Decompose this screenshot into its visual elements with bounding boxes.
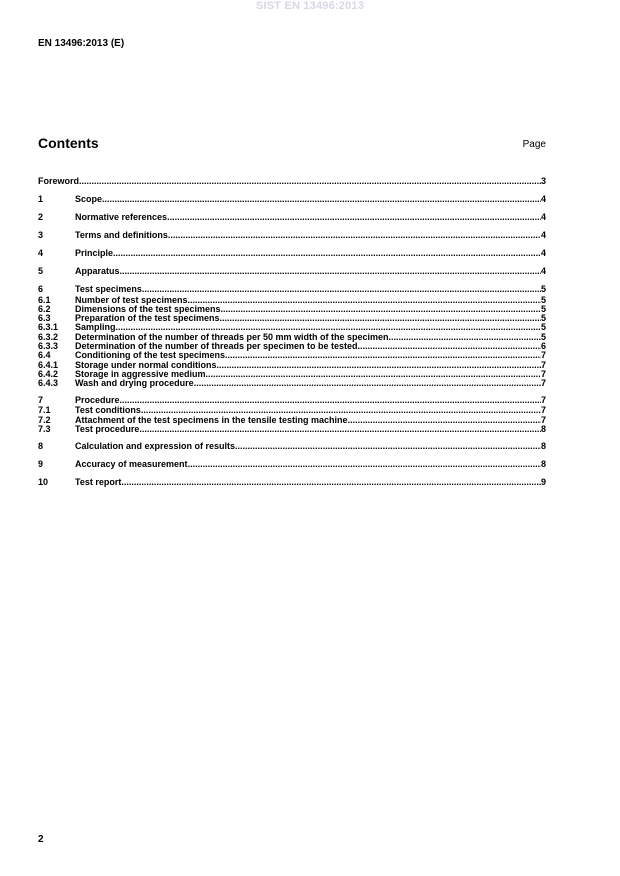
toc-entry[interactable]: [38, 247, 546, 260]
toc-entry-title: Number of test specimens: [75, 294, 188, 305]
toc-entry-title: Test conditions: [75, 405, 141, 416]
toc-entry-title: Attachment of the test specimens in the tensile testing machine: [75, 414, 348, 425]
toc-entry-number: 6.4: [38, 350, 51, 361]
toc-dot-leader: [139, 425, 541, 434]
toc-entry-number: 6.3.2: [38, 331, 59, 342]
toc-entry-number: 5: [38, 266, 44, 276]
toc-entry-number: 9: [38, 458, 44, 469]
toc-entry-title: Scope: [75, 194, 103, 204]
toc-entry[interactable]: [38, 229, 546, 242]
toc-entry-page: 5: [540, 294, 546, 305]
toc-entry-page: 4: [540, 212, 546, 222]
toc-entry[interactable]: [38, 458, 546, 471]
toc-entry-number: 7.2: [38, 414, 51, 425]
toc-dot-leader: [217, 361, 541, 370]
toc-entry-number: 10: [38, 476, 49, 487]
toc-entry-page: 5: [540, 284, 546, 294]
toc-entry-title: Preparation of the test specimens: [75, 313, 220, 324]
page-number: 2: [38, 834, 44, 845]
document-id: EN 13496:2013 (E): [38, 38, 125, 49]
toc-dot-leader: [168, 229, 541, 242]
toc-dot-leader: [348, 416, 541, 425]
toc-entry-page: 5: [540, 303, 546, 314]
toc-entry-number: 2: [38, 212, 44, 222]
toc-entry[interactable]: [38, 265, 546, 278]
toc-entry-title: Conditioning of the test specimens: [75, 350, 226, 361]
toc-entry-number: 7.3: [38, 424, 51, 435]
toc-entry-page: 3: [540, 176, 546, 186]
toc-entry-page: 4: [540, 230, 546, 240]
toc-entry-title: Dimensions of the test specimens: [75, 303, 221, 314]
toc-entry-title: Sampling: [75, 322, 116, 333]
toc-entry-page: 7: [540, 350, 546, 361]
toc-entry-page: 7: [540, 368, 546, 379]
toc-dot-leader: [120, 394, 541, 407]
toc-dot-leader: [225, 351, 541, 360]
toc-entry-number: 6.4.3: [38, 378, 59, 389]
toc-dot-leader: [142, 283, 541, 296]
toc-entry-number: 6.4.2: [38, 368, 59, 379]
toc-entry-title: Determination of the number of threads per 50 mm width of the specimen: [75, 331, 389, 342]
toc-entry-title: Principle: [75, 248, 114, 258]
toc-dot-leader: [358, 342, 541, 351]
toc-entry-number: 6.4.1: [38, 359, 59, 370]
toc-entry-number: 3: [38, 230, 44, 240]
toc-entry-page: 5: [540, 322, 546, 333]
toc-entry-title: Storage under normal conditions: [75, 359, 217, 370]
toc-entry-page: 4: [540, 266, 546, 276]
toc-entry-page: 4: [540, 194, 546, 204]
toc-entry-title: Determination of the number of threads per specimen to be tested: [75, 340, 358, 351]
toc-dot-leader: [235, 440, 541, 453]
toc-entry-number: 7.1: [38, 405, 51, 416]
toc-entry-number: 6.2: [38, 303, 51, 314]
toc-entry-page: 8: [540, 458, 546, 469]
toc-entry-number: 4: [38, 248, 44, 258]
toc-entry-title: Test specimens: [75, 284, 142, 294]
toc-entry-page: 6: [540, 340, 546, 351]
toc-dot-leader: [194, 379, 541, 388]
toc-entry[interactable]: [38, 211, 546, 224]
toc-dot-leader: [121, 476, 541, 489]
toc-dot-leader: [188, 296, 541, 305]
toc-entry-page: 7: [540, 405, 546, 416]
toc-entry[interactable]: [38, 379, 546, 388]
toc-entry-page: 7: [540, 394, 546, 405]
toc-entry-title: Test procedure: [75, 424, 140, 435]
toc-entry[interactable]: [38, 283, 546, 296]
toc-entry-page: 9: [540, 476, 546, 487]
toc-entry[interactable]: [38, 425, 546, 434]
toc-entry-number: 6.1: [38, 294, 51, 305]
toc-entry-number: 6: [38, 284, 44, 294]
toc-entry-page: 8: [540, 424, 546, 435]
toc-dot-leader: [206, 370, 541, 379]
toc-entry[interactable]: [38, 193, 546, 206]
toc-entry-title: Procedure: [75, 394, 120, 405]
toc-entry-number: 1: [38, 194, 44, 204]
table-of-contents: [38, 175, 546, 488]
toc-entry-title: Wash and drying procedure: [75, 378, 194, 389]
toc-entry-page: 5: [540, 331, 546, 342]
toc-entry-number: 8: [38, 440, 44, 451]
toc-dot-leader: [220, 314, 541, 323]
toc-entry-title: Test report: [75, 476, 122, 487]
toc-dot-leader: [113, 247, 541, 260]
contents-title: Contents: [38, 135, 99, 151]
toc-entry[interactable]: [38, 476, 546, 489]
toc-dot-leader: [79, 175, 541, 188]
toc-entry-title: Storage in aggressive medium: [75, 368, 206, 379]
toc-dot-leader: [167, 211, 541, 224]
toc-entry-number: 7: [38, 394, 44, 405]
toc-entry-title: Calculation and expression of results: [75, 440, 236, 451]
toc-entry-title: Foreword: [38, 176, 80, 186]
toc-entry-title: Apparatus: [75, 266, 120, 276]
toc-dot-leader: [389, 333, 541, 342]
toc-entry[interactable]: [38, 440, 546, 453]
toc-dot-leader: [120, 265, 541, 278]
toc-entry-page: 7: [540, 378, 546, 389]
toc-dot-leader: [221, 305, 541, 314]
toc-entry-page: 8: [540, 440, 546, 451]
toc-entry[interactable]: [38, 175, 546, 188]
toc-entry-page: 7: [540, 414, 546, 425]
toc-entry-number: 6.3.3: [38, 340, 59, 351]
page-column-label: Page: [522, 139, 546, 150]
watermark: SIST EN 13496:2013: [255, 0, 365, 12]
toc-dot-leader: [188, 458, 541, 471]
toc-entry-number: 6.3: [38, 313, 51, 324]
toc-dot-leader: [102, 193, 541, 206]
toc-entry-title: Accuracy of measurement: [75, 458, 188, 469]
toc-entry-page: 5: [540, 313, 546, 324]
toc-entry-page: 4: [540, 248, 546, 258]
toc-entry-title: Terms and definitions: [75, 230, 168, 240]
toc-entry-page: 7: [540, 359, 546, 370]
toc-entry-title: Normative references: [75, 212, 168, 222]
toc-entry-number: 6.3.1: [38, 322, 59, 333]
